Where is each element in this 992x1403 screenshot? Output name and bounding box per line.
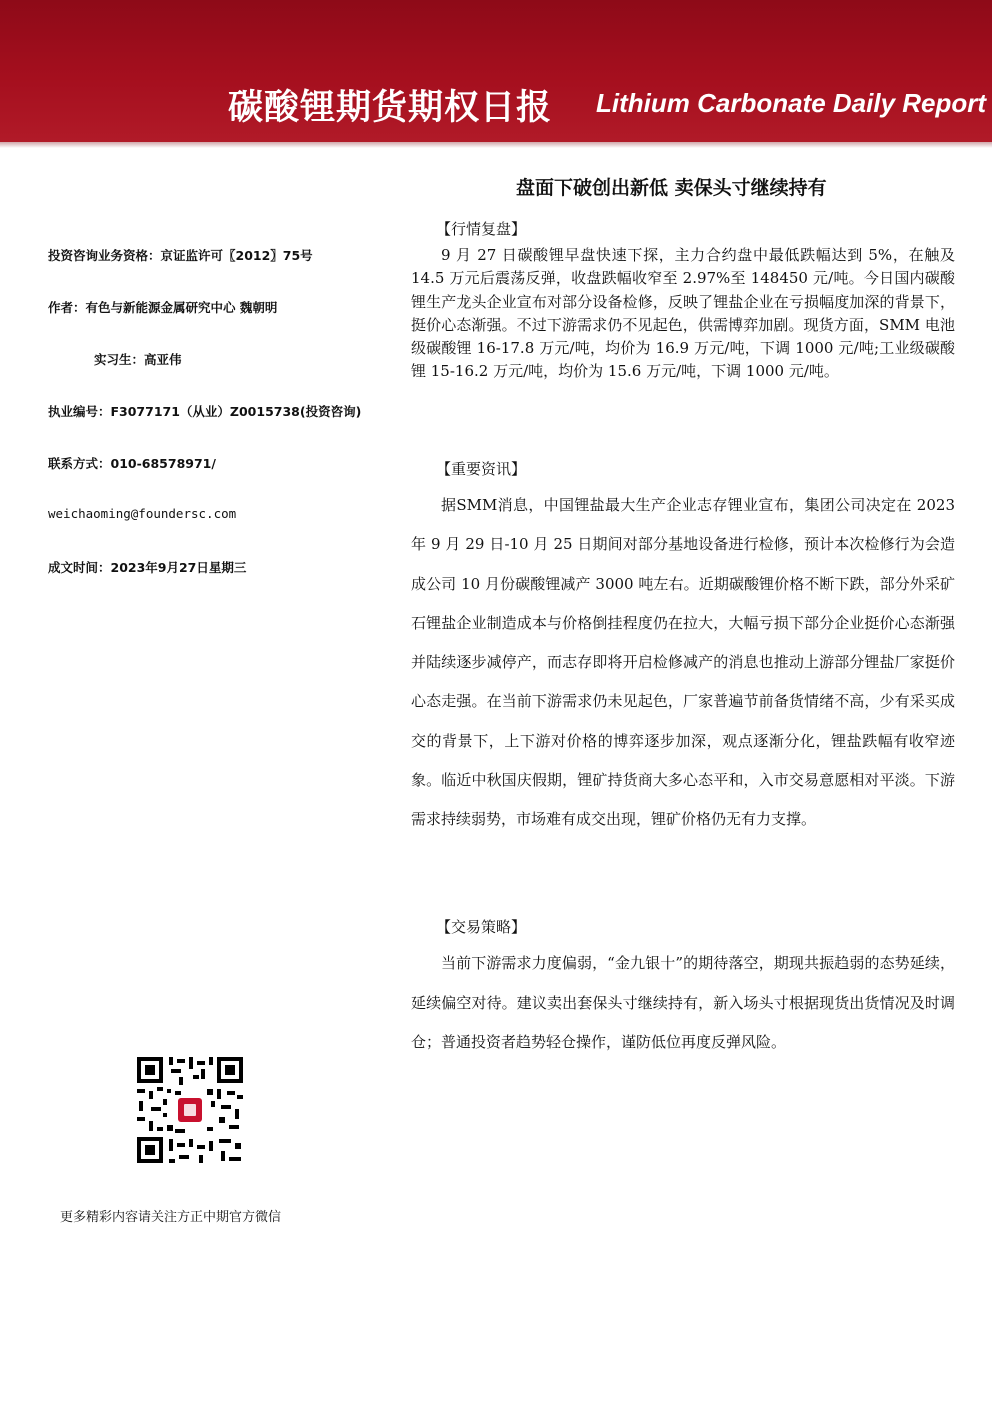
section-body-market-review: 9 月 27 日碳酸锂早盘快速下探，主力合约盘中最低跌幅达到 5%，在触及 14.5 万元后震荡反弹，收盘跌幅收窄至 2.97%至 148450 元/吨。今日国内碳酸锂生产龙头企业宣布对部分设备检修，反映了锂盐企业在亏损幅度加深的背景下，挺价心态渐强。不过下游需求仍不见起色，供需博弈加剧。现货方面，SMM 电池级碳酸锂 16-17.8 万元/吨，均价为 16.9 万元/吨，下调 1000 元/吨;工业级碳酸锂 15-16.2 万元/吨，均价为 15.6 万元/吨，下调 1000 元/吨。 — [411, 246, 955, 381]
intern-text: 实习生：高亚伟 — [94, 352, 182, 367]
email-link[interactable]: weichaoming@foundersc.com — [48, 506, 237, 521]
section-body-key-news: 据SMM消息，中国锂盐最大生产企业志存锂业宣布，集团公司决定在 2023 年 9 月 29 日-10 月 25 日期间对部分基地设备进行检修，预计本次检修行为会造成公司 10 月份碳酸锂减产 3000 吨左右。近期碳酸锂价格不断下跌，部分外采矿石锂盐企业制造成本与价格倒挂程度仍在拉大，大幅亏损下部分企业挺价心态渐强并陆续逐步减停产，而志存即将开启检修减产的消息也推动上游部分锂盐厂家挺价心态走强。在当前下游需求仍未见起色，厂家普遍节前备货情绪不高，少有采买成交的背景下，上下游对价格的博弈逐步加深，观点逐渐分化，锂盐跌幅有收窄迹象。临近中秋国庆假期，锂矿持货商大多心态平和，入市交易意愿相对平淡。下游需求持续弱势，市场难有成交出现，锂矿价格仍无有力支撑。 — [411, 496, 955, 829]
license-number-text: 执业编号：F3077171（从业）Z0015738(投资咨询) — [48, 404, 362, 419]
section-tag-market-review: 【行情复盘】 — [436, 220, 527, 238]
contact-text: 联系方式：010-68578971/ — [48, 456, 216, 471]
section-body-trading-strategy: 当前下游需求力度偏弱，“金九银十”的期待落空，期现共振趋弱的态势延续，延续偏空对待。建议卖出套保头寸继续持有，新入场头寸根据现货出货情况及时调仓；普通投资者趋势轻仓操作，谨防低位再度反弹风险。 — [411, 954, 955, 1052]
publish-date-text: 成文时间：2023年9月27日星期三 — [48, 560, 247, 575]
report-title-en: Lithium Carbonate Daily Report — [596, 88, 987, 118]
section-tag-key-news: 【重要资讯】 — [436, 460, 527, 478]
wechat-qr-code-icon[interactable] — [135, 1055, 245, 1165]
qualification-text: 投资咨询业务资格：京证监许可〖2012〗75号 — [48, 248, 313, 263]
section-tag-trading-strategy: 【交易策略】 — [436, 918, 527, 936]
qr-caption: 更多精彩内容请关注方正中期官方微信 — [60, 1210, 282, 1225]
header-banner-shadow — [0, 142, 992, 148]
author-text: 作者：有色与新能源金属研究中心 魏朝明 — [48, 300, 278, 315]
article-headline: 盘面下破创出新低 卖保头寸继续持有 — [516, 177, 827, 199]
report-title-cn: 碳酸锂期货期权日报 — [228, 88, 553, 128]
